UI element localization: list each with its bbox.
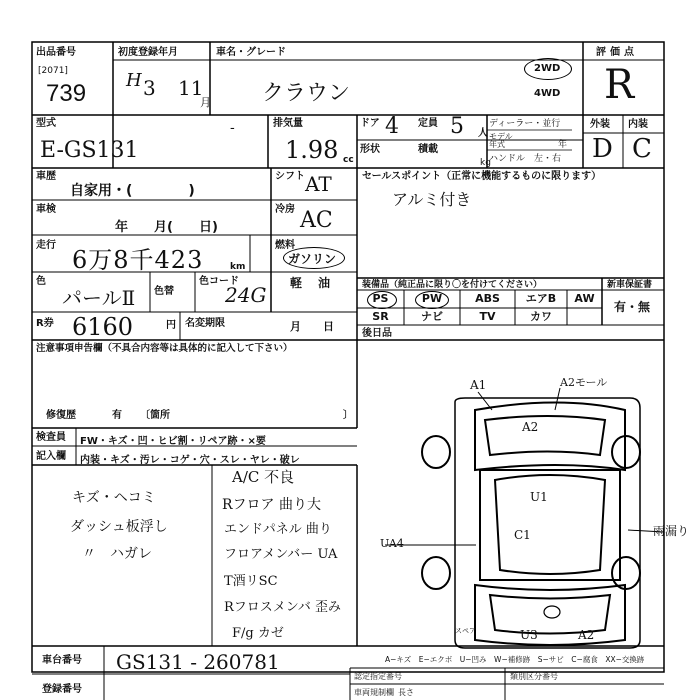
note-left-1: キズ・ヘコミ <box>72 490 156 506</box>
doors-value: 4 <box>385 114 399 139</box>
type-cert-label: 類別区分番号 <box>510 672 558 681</box>
exterior-label: 外装 <box>590 119 610 130</box>
mileage-value: 6万8千423 <box>72 246 204 274</box>
note-left-3: 〃 ハガレ <box>82 546 152 562</box>
yen-unit: 円 <box>166 320 176 331</box>
note-right-4: フロアメンバー UA <box>224 547 338 562</box>
equip-tv: TV <box>479 310 496 323</box>
load-label: 積載 <box>418 144 438 155</box>
mileage-label: 走行 <box>36 240 56 251</box>
color-label: 色 <box>36 276 46 287</box>
first-reg-month: 11 <box>178 76 204 100</box>
model-dash: - <box>230 120 235 136</box>
mark-a2-rear: A2 <box>578 628 595 642</box>
mark-a1: A1 <box>470 378 487 392</box>
equip-aw: AW <box>574 292 595 305</box>
year-unit: 年 <box>558 140 568 150</box>
drive-4wd: 4WD <box>534 88 561 99</box>
km-unit: km <box>230 262 246 272</box>
notes-label: 注意事項申告欄（不具合内容等は具体的に記入して下さい） <box>36 343 293 354</box>
inspection-label: 車検 <box>36 204 56 215</box>
model-year-label2: 年式 <box>489 140 505 149</box>
drive-2wd: 2WD <box>534 63 561 74</box>
inspector-items: FW・キズ・凹・ヒビ割・リペア跡・×要 <box>80 436 266 447</box>
color-code-label: 色コード <box>199 276 239 287</box>
equip-airbag: エアB <box>525 292 557 305</box>
note-right-6: Rフロスメンバ 歪み <box>224 600 342 615</box>
cooling-value: AC <box>300 208 333 233</box>
name-change-label: 名変期限 <box>185 318 225 329</box>
recycle-value: 6160 <box>72 313 134 341</box>
equip-leather: カワ <box>530 310 552 323</box>
first-reg-label: 初度登録年月 <box>118 47 178 58</box>
handle-label: ハンドル <box>489 154 526 164</box>
ps-circle <box>367 291 397 309</box>
handle-options: 左・右 <box>534 154 562 164</box>
shift-value: AT <box>305 172 332 196</box>
pw-circle <box>415 291 449 309</box>
score-value: R <box>604 62 635 108</box>
equip-sr: SR <box>372 310 389 323</box>
person-unit: 人 <box>478 128 488 139</box>
cc-unit: cc <box>343 155 354 165</box>
cert-label: 認定指定番号 <box>354 672 402 681</box>
mark-ua4: UA4 <box>380 537 404 550</box>
kg-unit: kg <box>480 158 491 168</box>
repair-place: 〔箇所 <box>140 410 170 421</box>
reg-label: 登録番号 <box>42 684 82 695</box>
repair-label: 修復歴 <box>46 410 76 421</box>
vehicle-label: 車両規制欄 <box>354 688 394 697</box>
exterior-grade: D <box>592 134 613 164</box>
model-value: E-GS131 <box>40 138 139 163</box>
legend: A−キズ E−エクボ U−凹み W−補修跡 S−サビ C−腐食 XX−交換跡 <box>385 655 645 664</box>
note-left-2: ダッシュ板浮し <box>70 519 168 535</box>
capacity-label: 定員 <box>418 118 438 129</box>
interior-label: 内装 <box>628 119 648 130</box>
mark-u3: U3 <box>520 628 538 642</box>
inspection-value: 年 月( 日) <box>115 220 218 235</box>
color-value: パールⅡ <box>62 286 136 310</box>
first-reg-era: H <box>126 70 142 91</box>
note-right-5: T酒リSC <box>224 574 278 589</box>
entry-label: 記入欄 <box>36 451 66 462</box>
month-unit: 月 <box>200 96 211 109</box>
equip-abs: ABS <box>475 292 500 305</box>
car-name: クラウン <box>262 81 351 106</box>
color-code-value: 24G <box>225 283 267 307</box>
repair-close-bracket: 〕 <box>343 410 353 421</box>
mark-a2-top: A2モール <box>560 376 608 389</box>
lot-code: [2071] <box>38 66 68 76</box>
color-swap-label: 色替 <box>154 286 174 297</box>
fuel-gas: ガソリン <box>288 252 337 266</box>
car-name-label: 車名・グレード <box>216 47 286 58</box>
chassis-label: 車台番号 <box>42 655 82 666</box>
note-right-3: エンドパネル 曲り <box>224 522 332 537</box>
doors-label: ドア <box>360 118 380 129</box>
note-right-7: F/g カゼ <box>232 626 284 641</box>
displacement-label: 排気量 <box>273 118 303 129</box>
capacity-value: 5 <box>450 114 464 139</box>
spare-note: スペア <box>455 627 476 635</box>
name-change-value: 月 日 <box>290 320 334 333</box>
interior-grade: C <box>632 134 652 164</box>
repair-has: 有 <box>112 410 122 421</box>
warranty-value: 有・無 <box>614 300 651 314</box>
cooling-label: 冷房 <box>275 204 295 215</box>
equip-pw: PW <box>421 292 443 305</box>
fuel-light: 軽 <box>290 276 303 290</box>
mark-c1: C1 <box>514 528 531 542</box>
note-right-1: A/C 不良 <box>232 468 295 486</box>
history-value: 自家用・( ) <box>70 183 195 199</box>
shift-label: シフト <box>275 171 305 182</box>
mark-a2-hood: A2 <box>522 420 539 434</box>
equip-ps: PS <box>372 292 389 305</box>
mark-u1: U1 <box>530 490 548 504</box>
equip-navi: ナビ <box>421 310 443 323</box>
first-reg-year: 3 <box>143 76 156 100</box>
fuel-oil: 油 <box>318 276 331 290</box>
displacement-value: 1.98 <box>285 136 339 164</box>
shape-label: 形状 <box>360 144 380 155</box>
right-note: 雨漏り <box>653 524 690 538</box>
recycle-label: R券 <box>36 318 54 329</box>
entry-items: 内装・キズ・汚レ・コゲ・穴・スレ・ヤレ・破レ <box>80 455 300 466</box>
history-label: 車歴 <box>36 171 56 182</box>
note-right-2: Rフロア 曲り大 <box>222 497 321 513</box>
warranty-label: 新車保証書 <box>607 280 653 290</box>
model-year-label: モデル <box>489 132 513 141</box>
inspector-label: 検査員 <box>36 432 66 443</box>
lot-number: 739 <box>46 80 87 107</box>
equipment-label: 装備品（純正品に限り〇を付けてください） <box>362 280 543 290</box>
score-label: 評価点 <box>596 47 638 58</box>
selling-points-label: セールスポイント（正常に機能するものに限ります） <box>362 171 602 182</box>
vehicle-value: 長さ <box>398 688 414 697</box>
after-label: 後日品 <box>362 328 392 339</box>
chassis-value: GS131 - 260781 <box>116 650 280 674</box>
model-label: 型式 <box>36 118 56 129</box>
lot-label: 出品番号 <box>36 47 76 58</box>
fuel-label: 燃料 <box>275 240 295 251</box>
dealer-label: ディーラー・並行 <box>489 119 561 129</box>
selling-points-value: アルミ付き <box>392 190 472 209</box>
